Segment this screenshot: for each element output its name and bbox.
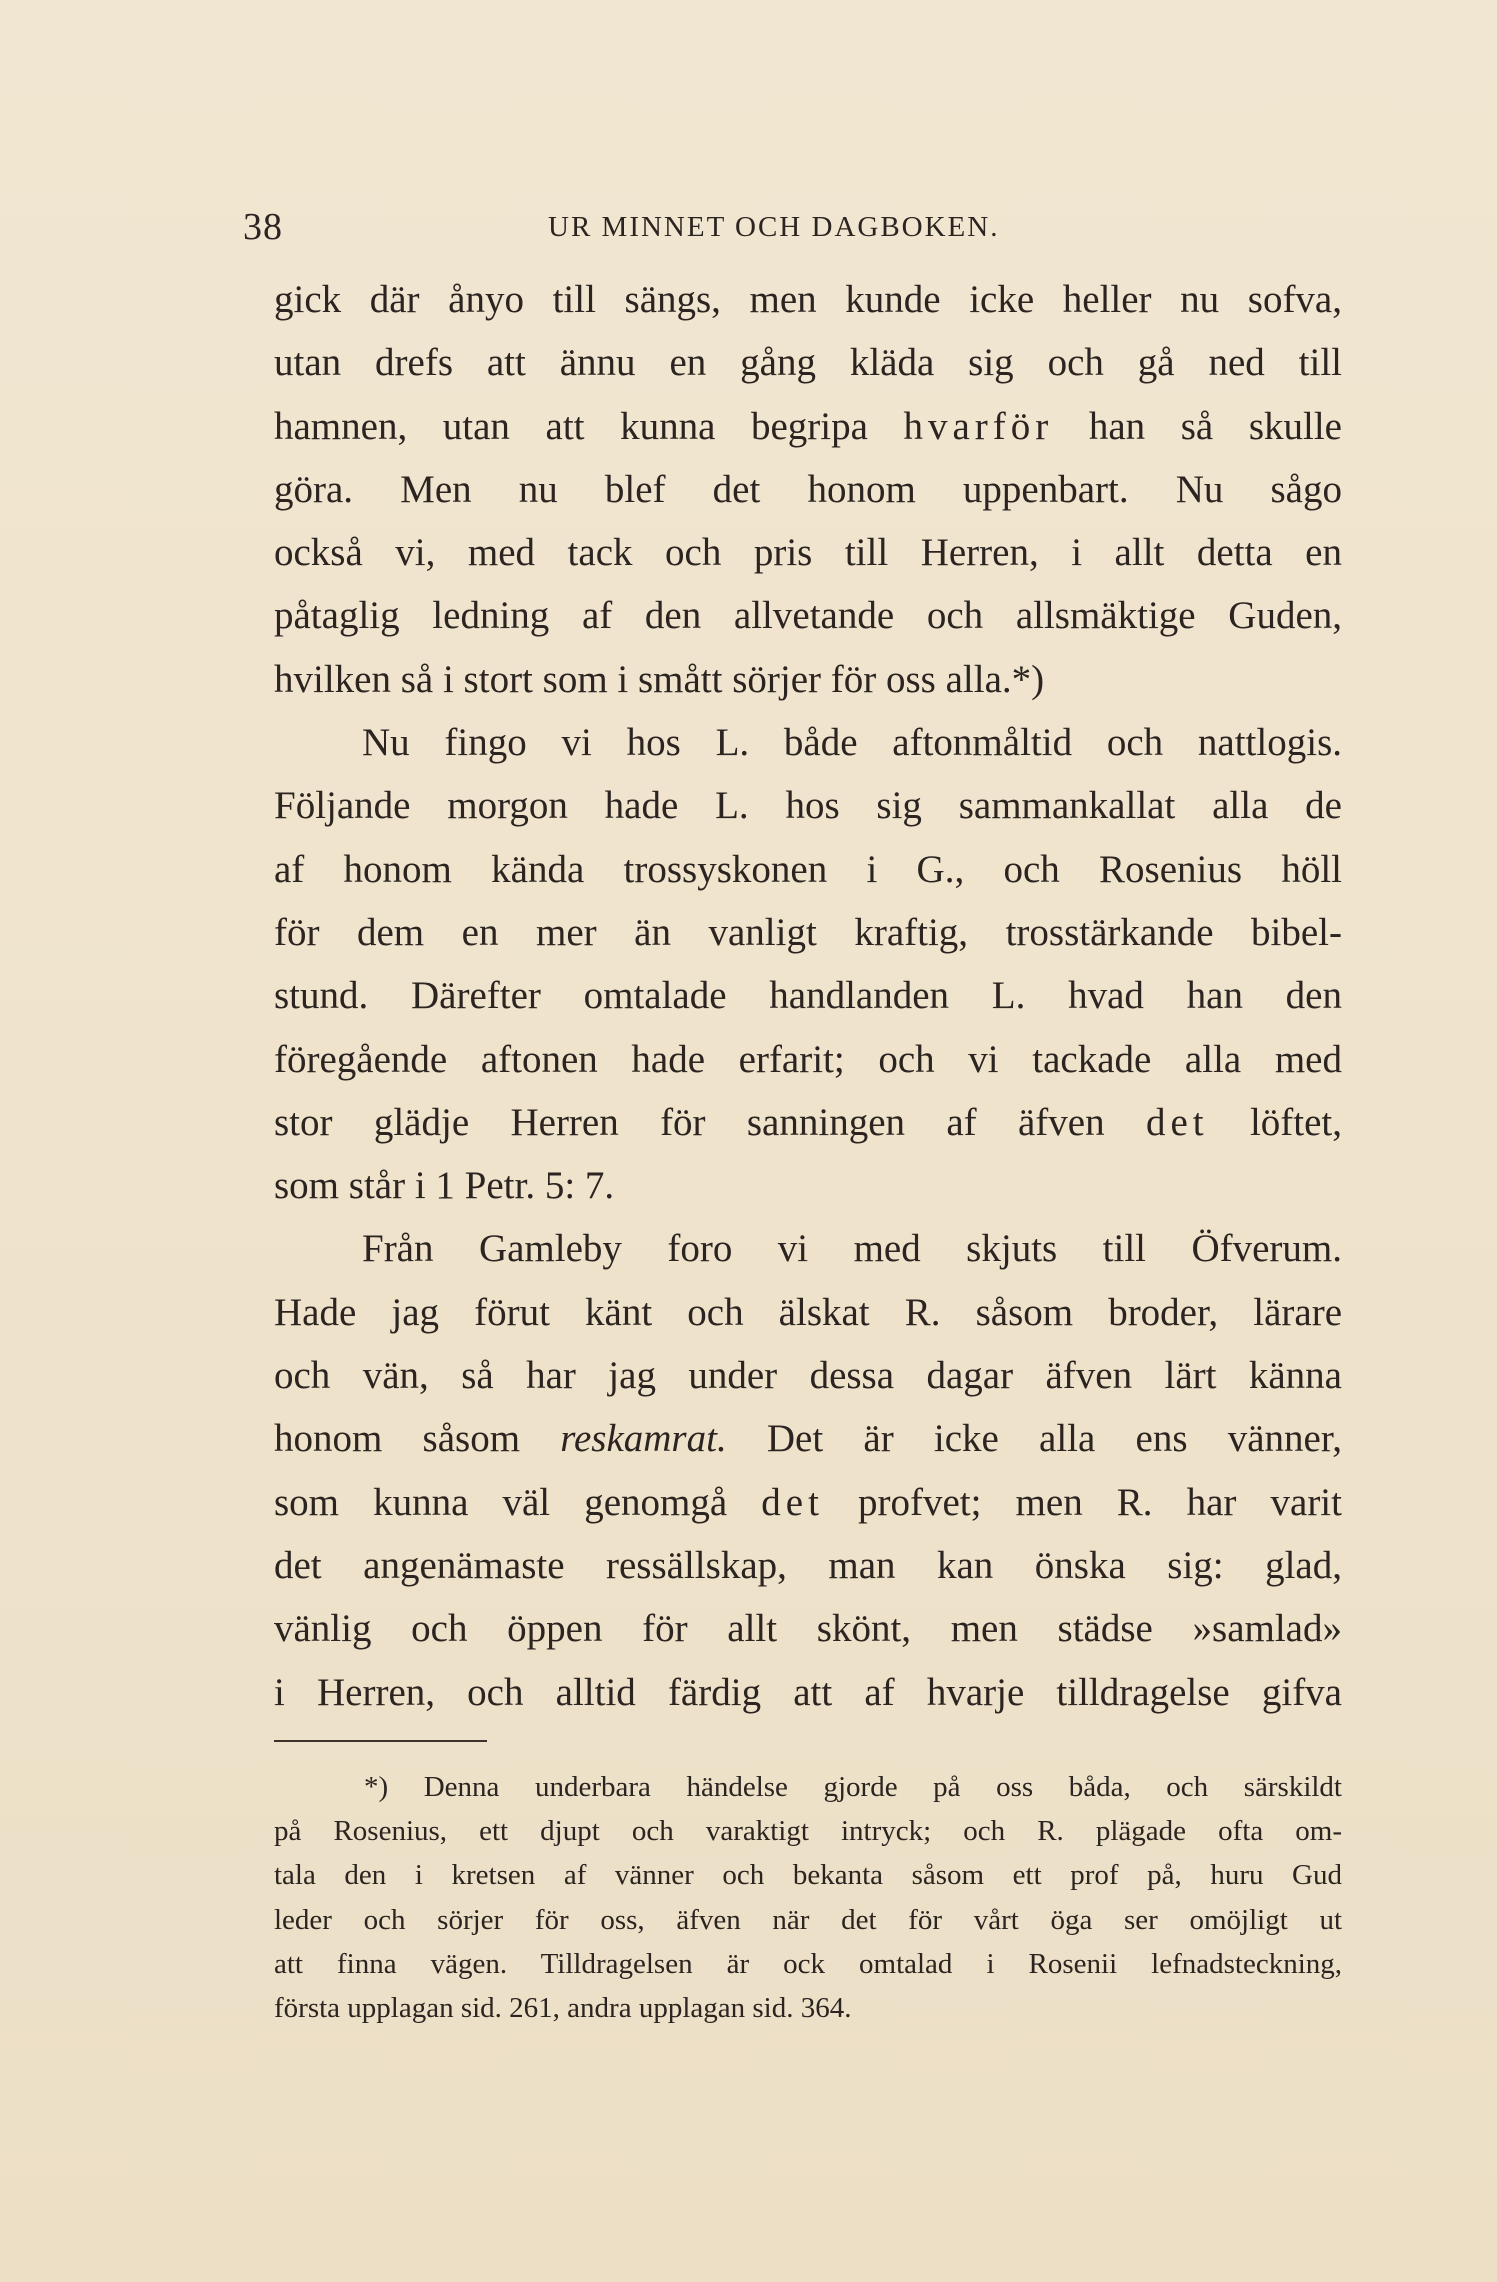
footnote-divider <box>274 1740 487 1742</box>
text-line: som står i 1 Petr. 5: 7. <box>274 1164 615 1208</box>
page-header <box>243 205 1333 255</box>
text-fragment: profvet; men R. har varit <box>823 1480 1342 1524</box>
text-fragment: som kunna väl genomgå <box>274 1480 762 1524</box>
body-text <box>274 268 1342 1724</box>
text-line: och vän, så har jag under dessa dagar äfven lärt känna <box>274 1354 1342 1398</box>
footnote-line: *) Denna underbara händelse gjorde på oss båda, och särskildt <box>364 1771 1342 1803</box>
text-line: stund. Därefter omtalade handlanden L. hvad han den <box>274 974 1342 1018</box>
text-line: påtaglig ledning af den allvetande och allsmäktige Guden, <box>274 594 1342 638</box>
text-line: det angenämaste ressällskap, man kan önska sig: glad, <box>274 1543 1342 1587</box>
text-fragment: han så skulle <box>1053 404 1342 448</box>
text-fragment: honom såsom <box>274 1417 561 1461</box>
paragraph-start-line: Från Gamleby foro vi med skjuts till Öfverum. <box>362 1227 1342 1271</box>
footnote-line: tala den i kretsen af vänner och bekanta såsom ett prof på, huru Gud <box>274 1859 1342 1892</box>
text-line <box>274 1471 1342 1534</box>
text-line: för dem en mer än vanligt kraftig, trosstärkande bibel- <box>274 910 1342 954</box>
text-line: af honom kända trossyskonen i G., och Rosenius höll <box>274 847 1342 891</box>
text-line: i Herren, och alltid färdig att af hvarje tilldragelse gifva <box>274 1670 1342 1714</box>
footnote-line: att finna vägen. Tilldragelsen är ock omtalad i Rosenii lefnadsteckning, <box>274 1947 1342 1980</box>
footnote-line: leder och sörjer för oss, äfven när det för vårt öga ser omöjligt ut <box>274 1903 1342 1936</box>
text-fragment: löftet, <box>1208 1100 1343 1144</box>
emphasized-word: det <box>761 1480 824 1524</box>
text-line <box>274 1091 1342 1154</box>
footnote <box>274 1765 1342 2030</box>
text-line: också vi, med tack och pris till Herren, i allt detta en <box>274 531 1342 575</box>
text-line: gick där ånyo till sängs, men kunde icke heller nu sofva, <box>274 278 1342 321</box>
text-line: föregående aftonen hade erfarit; och vi tackade alla med <box>274 1037 1342 1081</box>
footnote-line: på Rosenius, ett djupt och varaktigt intryck; och R. plägade ofta om- <box>274 1815 1342 1848</box>
emphasized-word: det <box>1145 1100 1209 1144</box>
emphasized-word: hvarför <box>903 404 1054 448</box>
text-line: vänlig och öppen för allt skönt, men städse »samlad» <box>274 1607 1342 1651</box>
italic-word: reskamrat. <box>560 1417 727 1461</box>
page-number: 38 <box>243 206 283 248</box>
text-line: Följande morgon hade L. hos sig sammankallat alla de <box>274 784 1342 828</box>
text-line: Hade jag förut känt och älskat R. såsom broder, lärare <box>274 1290 1342 1334</box>
text-line: göra. Men nu blef det honom uppenbart. Nu sågo <box>274 467 1342 511</box>
text-line <box>274 1407 1342 1470</box>
text-fragment: hamnen, utan att kunna begripa <box>274 404 904 448</box>
footnote-line: första upplagan sid. 261, andra upplagan sid. 364. <box>274 1991 852 2024</box>
text-line <box>274 395 1342 458</box>
text-line: utan drefs att ännu en gång kläda sig och gå ned till <box>274 341 1342 385</box>
text-fragment: Det är icke alla ens vänner, <box>726 1417 1343 1461</box>
text-line: hvilken så i stort som i smått sörjer för oss alla.*) <box>274 657 1045 701</box>
paragraph-start-line: Nu fingo vi hos L. både aftonmåltid och nattlogis. <box>362 721 1342 765</box>
text-fragment: stor glädje Herren för sanningen af äfven <box>274 1100 1146 1144</box>
running-head: UR MINNET OCH DAGBOKEN. <box>548 211 1000 243</box>
